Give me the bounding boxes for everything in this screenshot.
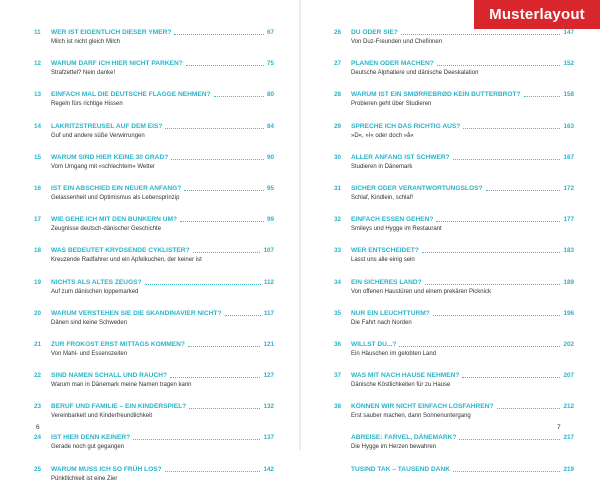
chapter-page-number: 99 [266, 216, 274, 224]
chapter-page-number: 112 [263, 278, 274, 286]
chapter-subtitle: Lasst uns alle einig sein [351, 257, 415, 264]
chapter-subtitle: Milch ist nicht gleich Milch [51, 39, 121, 45]
chapter-subtitle: Vereinbarkeit und Kinderfreundlichkeit [51, 413, 153, 420]
page-number-right: 7 [557, 424, 561, 431]
chapter-subtitle: Schlaf, Kindlein, schlaf! [351, 194, 414, 201]
chapter-page-number: 147 [563, 29, 574, 36]
toc-entry [34, 465, 274, 496]
toc-entry [34, 184, 274, 215]
dot-leader [214, 96, 264, 97]
chapter-page-number: 202 [563, 340, 574, 348]
toc-entry [334, 371, 574, 402]
chapter-title: EINFACH MAL DIE DEUTSCHE FLAGGE NEHMEN? [51, 91, 211, 99]
chapter-title: BERUF UND FAMILIE – EIN KINDERSPIEL? [51, 403, 187, 411]
chapter-subtitle: Von Duz-Freunden und Chefinnen [351, 39, 443, 45]
chapter-heading-line [51, 122, 274, 131]
chapter-title: WIE GEHE ICH MIT DEN BUNKERN UM? [51, 216, 178, 224]
chapter-subtitle: »D«, »I« oder doch »å« [351, 132, 414, 139]
toc-entry [34, 90, 274, 121]
chapter-subtitle: Probieren geht über Studieren [351, 101, 432, 108]
toc-entry [34, 215, 274, 246]
toc-entry [34, 402, 274, 433]
dot-leader [425, 284, 561, 285]
chapter-number: 18 [34, 247, 42, 255]
chapter-heading-line [51, 184, 274, 193]
chapter-title: ALLER ANFANG IST SCHWER? [351, 153, 450, 161]
chapter-title: NUR EIN LEUCHTTURM? [351, 309, 430, 317]
chapter-title: WARUM SIND HIER KEINE 30 GRAD? [51, 153, 169, 161]
chapter-heading-line [51, 309, 274, 318]
toc-entry [334, 340, 574, 371]
chapter-number: 33 [334, 247, 342, 255]
chapter-page-number: 167 [563, 153, 574, 161]
chapter-page-number: 189 [563, 278, 574, 286]
chapter-number: 28 [334, 91, 342, 99]
chapter-subtitle: Zeugnisse deutsch-dänischer Geschichte [51, 226, 162, 233]
chapter-title: TUSIND TAK – TAUSEND DANK [351, 465, 451, 473]
chapter-subtitle: Warum man in Dänemark meine Namen tragen kann [51, 382, 192, 389]
dot-leader [184, 190, 264, 191]
chapter-title: PLANEN ODER MACHEN? [351, 60, 434, 68]
dot-leader [165, 471, 261, 472]
toc-entry [334, 184, 574, 215]
toc-entry [34, 433, 274, 464]
chapter-number: 23 [34, 403, 42, 411]
chapter-page-number: 90 [266, 153, 274, 161]
dot-leader [133, 439, 260, 440]
toc-entry [34, 309, 274, 340]
chapter-heading-line [351, 402, 574, 411]
chapter-number: 31 [334, 184, 342, 192]
chapter-subtitle: Dänische Köstlichkeiten für zu Hause [351, 382, 451, 389]
chapter-title: NICHTS ALS ALTES ZEUGS? [51, 278, 142, 286]
chapter-title: WER IST EIGENTLICH DIESER YMER? [51, 29, 172, 36]
chapter-heading-line [351, 215, 574, 224]
chapter-title: IST EIN ABSCHIED EIN NEUER ANFANG? [51, 184, 182, 192]
chapter-page-number: 67 [266, 29, 274, 36]
chapter-title: ABREISE: FARVEL, DÄNEMARK? [351, 434, 457, 442]
chapter-heading-line [351, 153, 574, 162]
chapter-page-number: 117 [263, 309, 274, 317]
dot-leader [165, 128, 264, 129]
chapter-subtitle: Auf zum dänischen loppemarked [51, 288, 139, 295]
chapter-heading-line [51, 59, 274, 68]
toc-entry [34, 122, 274, 153]
chapter-heading-line [351, 309, 574, 318]
dot-leader [188, 346, 261, 347]
toc-column-left [34, 28, 274, 496]
dot-leader [189, 408, 260, 409]
chapter-number: 17 [34, 216, 42, 224]
chapter-title: WILLST DU...? [351, 340, 397, 348]
chapter-page-number: 219 [563, 465, 574, 473]
toc-entry [334, 90, 574, 121]
chapter-page-number: 137 [263, 434, 274, 442]
chapter-page-number: 84 [266, 122, 274, 130]
chapter-heading-line [351, 371, 574, 380]
toc-entry [334, 246, 574, 277]
chapter-heading-line [351, 184, 574, 193]
dot-leader [463, 128, 560, 129]
dot-leader [225, 315, 261, 316]
dot-leader [145, 284, 261, 285]
chapter-number: 34 [334, 278, 342, 286]
chapter-number: 13 [34, 91, 42, 99]
dot-leader [170, 377, 260, 378]
chapter-page-number: 163 [563, 122, 574, 130]
chapter-heading-line [51, 340, 274, 349]
chapter-number: 37 [334, 372, 342, 380]
dot-leader [453, 471, 560, 472]
toc-entry [34, 278, 274, 309]
chapter-subtitle: Studieren in Dänemark [351, 163, 413, 170]
chapter-number: 24 [34, 434, 42, 442]
chapter-subtitle: Deutsche Alphatiere und dänische Deeskalation [351, 70, 479, 77]
chapter-heading-line [351, 28, 574, 37]
dot-leader [171, 159, 264, 160]
chapter-number: 30 [334, 153, 342, 161]
chapter-subtitle: Dänen sind keine Schweden [51, 319, 128, 326]
chapter-number: 12 [34, 60, 42, 68]
chapter-heading-line [51, 465, 274, 474]
chapter-title: WARUM DARF ICH HIER NICHT PARKEN? [51, 60, 183, 68]
toc-entry [334, 278, 574, 309]
dot-leader [497, 408, 561, 409]
page-gutter [299, 0, 301, 450]
chapter-heading-line [351, 122, 574, 131]
toc-entry [334, 122, 574, 153]
chapter-page-number: 207 [563, 372, 574, 380]
chapter-heading-line [351, 90, 574, 99]
dot-leader [399, 346, 560, 347]
toc-entry [334, 153, 574, 184]
dot-leader [174, 34, 264, 35]
toc-entry [34, 246, 274, 277]
chapter-page-number: 142 [263, 465, 274, 473]
chapter-page-number: 158 [563, 91, 574, 99]
chapter-page-number: 75 [266, 60, 274, 68]
chapter-number: 36 [334, 340, 342, 348]
toc-entry [34, 340, 274, 371]
dot-leader [524, 96, 561, 97]
dot-leader [186, 65, 264, 66]
chapter-heading-line [51, 433, 274, 442]
toc-entry [334, 59, 574, 90]
chapter-title: WAS BEDEUTET KRYDSENDE CYKLISTER? [51, 247, 190, 255]
chapter-title: WARUM VERSTEHEN SIE DIE SKANDINAVIER NICHT? [51, 309, 222, 317]
dot-leader [433, 315, 561, 316]
chapter-subtitle: Gelassenheit und Optimismus als Lebensprinzip [51, 194, 180, 201]
chapter-title: WAS MIT NACH HAUSE NEHMEN? [351, 372, 460, 380]
chapter-heading-line [351, 246, 574, 255]
toc-entry [334, 28, 574, 59]
chapter-page-number: 132 [263, 403, 274, 411]
chapter-subtitle: Strafzettel? Nein danke! [51, 70, 116, 77]
chapter-heading-line [51, 246, 274, 255]
chapter-subtitle: Gerade noch gut gegangen [51, 444, 125, 451]
chapter-heading-line [351, 465, 574, 474]
chapter-title: SICHER ODER VERANTWORTUNGSLOS? [351, 184, 483, 192]
chapter-subtitle: Die Hygge im Herzen bewahren [351, 444, 437, 451]
chapter-title: LAKRITZSTREUSEL AUF DEM EIS? [51, 122, 163, 130]
page-number-left: 6 [36, 424, 40, 431]
toc-entry [34, 371, 274, 402]
dot-leader [486, 190, 561, 191]
chapter-page-number: 127 [263, 372, 274, 380]
chapter-number: 25 [34, 465, 42, 473]
chapter-title: ZUR FROKOST ERST MITTAGS KOMMEN? [51, 340, 185, 348]
dot-leader [193, 252, 261, 253]
toc-column-right [334, 28, 574, 496]
chapter-title: EINFACH ESSEN GEHEN? [351, 216, 434, 224]
chapter-page-number: 212 [563, 403, 574, 411]
toc-entry [34, 153, 274, 184]
chapter-number: 19 [34, 278, 42, 286]
chapter-number: 11 [34, 29, 41, 36]
chapter-number: 29 [334, 122, 342, 130]
dot-leader [422, 252, 561, 253]
musterlayout-badge: Musterlayout [474, 0, 600, 29]
chapter-subtitle: Regeln fürs richtige Hissen [51, 101, 123, 108]
chapter-number: 22 [34, 372, 42, 380]
toc-entry [34, 28, 274, 59]
chapter-page-number: 152 [563, 60, 574, 68]
chapter-title: WARUM MUSS ICH SO FRÜH LOS? [51, 465, 162, 473]
chapter-subtitle: Kreuzende Radfahrer und ein Apfelkuchen, der keiner ist [51, 257, 202, 264]
chapter-number: 14 [34, 122, 42, 130]
chapter-title: EIN SICHERES LAND? [351, 278, 422, 286]
chapter-heading-line [51, 215, 274, 224]
dot-leader [453, 159, 561, 160]
chapter-heading-line [351, 340, 574, 349]
chapter-heading-line [351, 278, 574, 287]
chapter-page-number: 80 [266, 91, 274, 99]
dot-leader [459, 439, 560, 440]
chapter-number: 35 [334, 309, 342, 317]
chapter-page-number: 196 [563, 309, 574, 317]
dot-leader [436, 221, 560, 222]
chapter-title: KÖNNEN WIR NICHT EINFACH LOSFAHREN? [351, 403, 494, 411]
chapter-subtitle: Pünktlichkeit ist eine Zier [51, 475, 118, 482]
dot-leader [462, 377, 560, 378]
chapter-number: 27 [334, 60, 342, 68]
toc-entry [334, 309, 574, 340]
chapter-heading-line [51, 371, 274, 380]
chapter-title: SIND NAMEN SCHALL UND RAUCH? [51, 372, 167, 380]
chapter-number: 15 [34, 153, 42, 161]
chapter-number: 21 [34, 340, 42, 348]
dot-leader [401, 34, 561, 35]
chapter-title: DU ODER SIE? [351, 29, 398, 36]
toc-entry [334, 215, 574, 246]
chapter-page-number: 177 [563, 216, 574, 224]
chapter-title: WARUM IST EIN SMØRREBRØD KEIN BUTTERBROT? [351, 91, 521, 99]
chapter-page-number: 95 [266, 184, 274, 192]
toc-entry [334, 402, 574, 433]
chapter-title: SPRECHE ICH DAS RICHTIG AUS? [351, 122, 461, 130]
dot-leader [437, 65, 561, 66]
dot-leader [180, 221, 264, 222]
chapter-heading-line [51, 28, 274, 37]
chapter-page-number: 121 [263, 340, 274, 348]
chapter-number: 26 [334, 29, 342, 36]
chapter-subtitle: Die Fahrt nach Norden [351, 319, 412, 326]
chapter-page-number: 172 [563, 184, 574, 192]
chapter-number: 32 [334, 216, 342, 224]
chapter-heading-line [351, 433, 574, 442]
chapter-title: IST HIER DENN KEINER? [51, 434, 131, 442]
chapter-number: 38 [334, 403, 342, 411]
chapter-subtitle: Von Mahl- und Essenszeiten [51, 350, 128, 357]
chapter-heading-line [51, 153, 274, 162]
toc-entry [334, 433, 574, 464]
chapter-page-number: 217 [563, 434, 574, 442]
chapter-page-number: 183 [563, 247, 574, 255]
chapter-subtitle: Von offenen Haustüren und einem prekären Picknick [351, 288, 491, 295]
chapter-heading-line [51, 90, 274, 99]
chapter-heading-line [51, 278, 274, 287]
chapter-subtitle: Erst sauber machen, dann Sonnenuntergang [351, 413, 471, 420]
chapter-number: 16 [34, 184, 42, 192]
toc-entry [334, 465, 574, 496]
chapter-heading-line [351, 59, 574, 68]
chapter-heading-line [51, 402, 274, 411]
toc-entry [34, 59, 274, 90]
chapter-subtitle: Vom Umgang mit »schlechtem« Wetter [51, 163, 155, 170]
chapter-title: WER ENTSCHEIDET? [351, 247, 419, 255]
chapter-number: 20 [34, 309, 42, 317]
chapter-subtitle: Smileys und Hygge im Restaurant [351, 226, 442, 233]
chapter-subtitle: Ein Häuschen im gelobten Land [351, 350, 437, 357]
chapter-subtitle: Guf und andere süße Verwirrungen [51, 132, 145, 139]
chapter-page-number: 107 [263, 247, 274, 255]
